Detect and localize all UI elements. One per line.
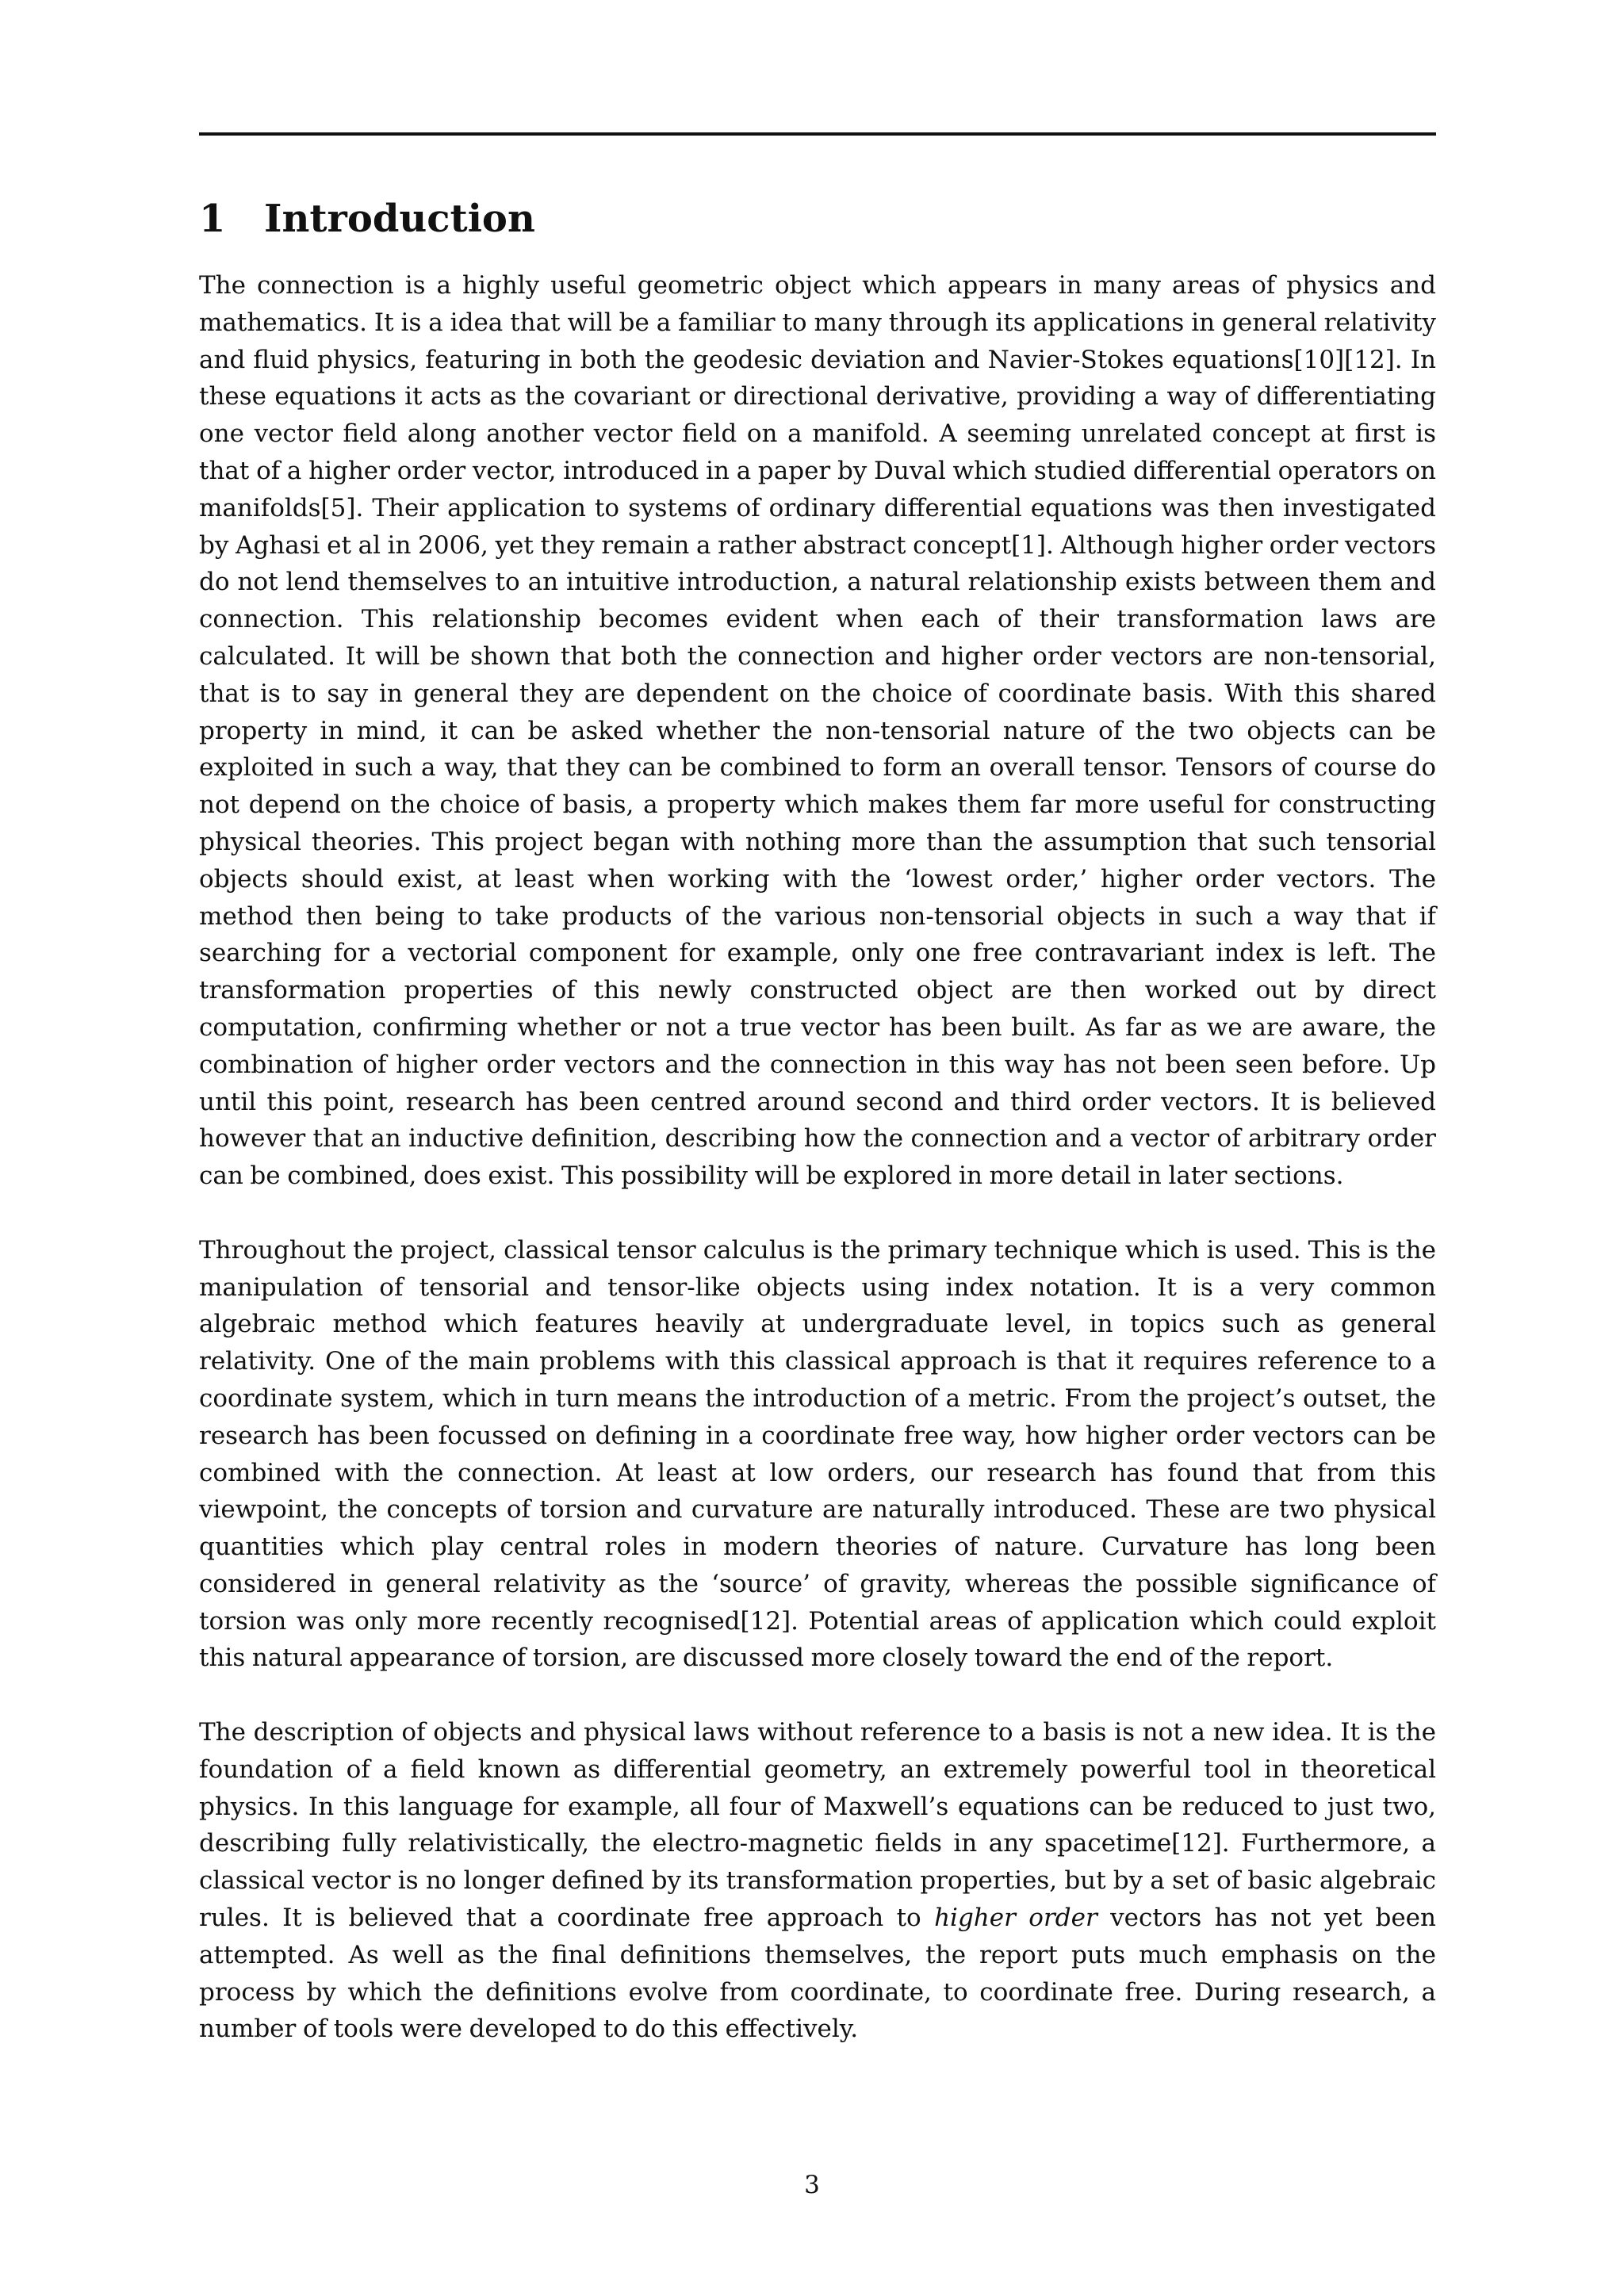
section-number: 1 bbox=[199, 197, 226, 241]
paragraph-text: Throughout the project, classical tensor calculus is the primary technique which is used. This is the manipulation of tensorial and tensor-like objects using index notation. It is a very common algebraic method which features heavily at undergraduate level, in topics such as general relativity. One of the main problems with this classical approach is that it requires reference to a coordinate system, which in turn means the introduction of a metric. From the project’s outset, the research has been focussed on defining in a coordinate free way, how higher order vectors can be combined with the connection. At least at low orders, our research has found that from this viewpoint, the concepts of torsion and curvature are naturally introduced. These are two physical quantities which play central roles in modern theories of nature. Curvature has long been considered in general relativity as the ‘source’ of gravity, whereas the possible significance of torsion was only more recently recognised[12]. Potential areas of application which could exploit this natural appearance of torsion, are discussed more closely toward the end of the report. bbox=[199, 1235, 1436, 1673]
paragraph-text: The connection is a highly useful geometric object which appears in many areas of physics and mathematics. It is a idea that will be a familiar to many through its applications in general relativity and fluid physics, featuring in both the geodesic deviation and Navier-Stokes equations[10][12]. In these equations it acts as the covariant or directional derivative, providing a way of differentiating one vector field along another vector field on a manifold. A seeming unrelated concept at first is that of a higher order vector, introduced in a paper by Duval which studied differential operators on manifolds[5]. Their application to systems of ordinary differential equations was then investigated by Aghasi et al in 2006, yet they remain a rather abstract concept[1]. Although higher order vectors do not lend themselves to an intuitive introduction, a natural relationship exists between them and connection. This relationship becomes evident when each of their transformation laws are calculated. It will be shown that both the connection and higher order vectors are non-tensorial, that is to say in general they are dependent on the choice of coordinate basis. With this shared property in mind, it can be asked whether the non-tensorial nature of the two objects can be exploited in such a way, that they can be combined to form an overall tensor. Tensors of course do not depend on the choice of basis, a property which makes them far more useful for constructing physical theories. This project began with nothing more than the assumption that such tensorial objects should exist, at least when working with the ‘lowest order,’ higher order vectors. The method then being to take products of the various non-tensorial objects in such a way that if searching for a vectorial component for example, only one free contravariant index is left. The transformation properties of this newly constructed object are then worked out by direct computation, confirming whether or not a true vector has been built. As far as we are aware, the combination of higher order vectors and the connection in this way has not been seen before. Up until this point, research has been centred around second and third order vectors. It is believed however that an inductive definition, describing how the connection and a vector of arbitrary order can be combined, does exist. This possibility will be explored in more detail in later sections. bbox=[199, 271, 1436, 1191]
page-number: 3 bbox=[804, 2171, 820, 2199]
paragraph-2 bbox=[199, 1232, 1436, 1678]
section-heading bbox=[199, 192, 535, 246]
emphasized-term: higher order bbox=[934, 1904, 1097, 1933]
body-text bbox=[199, 267, 1436, 2048]
paragraph-3 bbox=[199, 1714, 1436, 2048]
header-rule bbox=[199, 132, 1436, 136]
section-title: Introduction bbox=[264, 197, 535, 241]
paragraph-1 bbox=[199, 267, 1436, 1195]
paragraph-text: vectors has not yet been attempted. As well as the final definitions themselves, the report puts much emphasis on the process by which the definitions evolve from coordinate, to coordinate free. During research, a number of tools were developed to do this effectively. bbox=[199, 1904, 1436, 2044]
paragraph-text: The description of objects and physical laws without reference to a basis is not a new idea. It is the foundation of a field known as differential geometry, an extremely powerful tool in theoretical physics. In this language for example, all four of Maxwell’s equations can be reduced to just two, describing fully relativistically, the electro-magnetic fields in any spacetime[12]. Furthermore, a classical vector is no longer defined by its transformation properties, but by a set of basic algebraic rules. It is believed that a coordinate free approach to bbox=[199, 1718, 1436, 1933]
